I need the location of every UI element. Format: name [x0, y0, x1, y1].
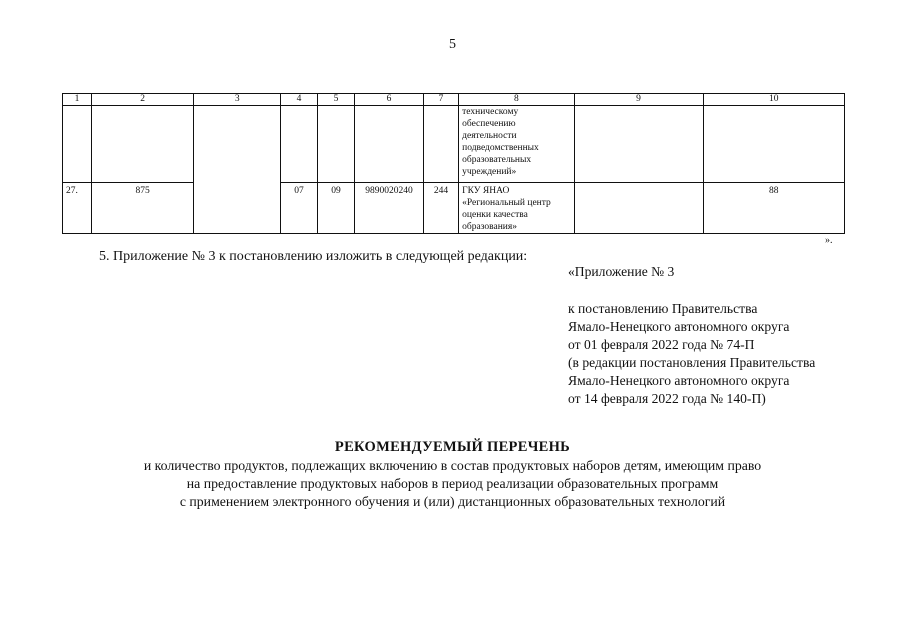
- cell-line: обеспечению: [462, 119, 516, 129]
- table-cell: 244: [423, 183, 458, 234]
- appendix-line: (в редакции постановления Правительства: [568, 355, 816, 370]
- page-number: 5: [449, 37, 456, 52]
- title-subline: и количество продуктов, подлежащих включению в состав продуктовых наборов детям, имеющим право: [143, 458, 762, 473]
- appendix-line: от 01 февраля 2022 года № 74-П: [568, 337, 755, 352]
- table-cell: [194, 106, 281, 234]
- table-cell: 09: [317, 183, 354, 234]
- column-header: 4: [281, 94, 317, 106]
- cell-line: учреждений»: [462, 167, 517, 177]
- budget-table: [62, 93, 845, 234]
- table-cell: [317, 106, 354, 183]
- appendix-label: «Приложение № 3: [568, 264, 675, 279]
- table-header-row: [63, 94, 845, 106]
- title-subline: с применением электронного обучения и (или) дистанционных образовательных технологий: [179, 494, 726, 509]
- table-cell: 9890020240: [355, 183, 424, 234]
- cell-line: деятельности: [462, 131, 517, 141]
- table-cell: 88: [703, 183, 845, 234]
- appendix-line: к постановлению Правительства: [568, 301, 758, 316]
- column-header: 7: [423, 94, 458, 106]
- table-cell: [574, 106, 703, 183]
- appendix-line: Ямало-Ненецкого автономного округа: [568, 373, 790, 388]
- table-cell: 875: [92, 183, 194, 234]
- cell-line: образования»: [462, 222, 518, 232]
- table-row: [63, 183, 845, 234]
- column-header: 8: [459, 94, 574, 106]
- cell-line: техническому: [462, 107, 519, 117]
- title-subline: на предоставление продуктовых наборов в период реализации образовательных программ: [186, 476, 719, 491]
- cell-line: ГКУ ЯНАО: [462, 186, 510, 196]
- column-header: 2: [92, 94, 194, 106]
- appendix-line: от 14 февраля 2022 года № 140-П): [568, 391, 766, 406]
- table-cell: [281, 106, 317, 183]
- recipient-cell: [459, 183, 574, 234]
- table-cell: 07: [281, 183, 317, 234]
- recipient-cell: [459, 106, 574, 183]
- amendment-item: 5. Приложение № 3 к постановлению изложить в следующей редакции:: [99, 249, 528, 264]
- column-header: 9: [574, 94, 703, 106]
- closing-quote: ».: [825, 235, 833, 246]
- column-header: 1: [63, 94, 92, 106]
- document-title: РЕКОМЕНДУЕМЫЙ ПЕРЕЧЕНЬ: [334, 439, 571, 455]
- table-cell: [355, 106, 424, 183]
- table-cell: [703, 106, 845, 183]
- cell-line: оценки качества: [462, 210, 528, 220]
- cell-line: образовательных: [462, 155, 532, 165]
- table-cell: [63, 106, 92, 183]
- cell-line: подведомственных: [462, 143, 539, 153]
- cell-line: «Региональный центр: [462, 198, 551, 208]
- row-number-cell: 27.: [63, 183, 92, 234]
- table-cell: [574, 183, 703, 234]
- appendix-line: Ямало-Ненецкого автономного округа: [568, 319, 790, 334]
- table-row: [63, 106, 845, 183]
- column-header: 6: [355, 94, 424, 106]
- column-header: 5: [317, 94, 354, 106]
- table-cell: [423, 106, 458, 183]
- table-cell: [92, 106, 194, 183]
- column-header: 10: [703, 94, 845, 106]
- column-header: 3: [194, 94, 281, 106]
